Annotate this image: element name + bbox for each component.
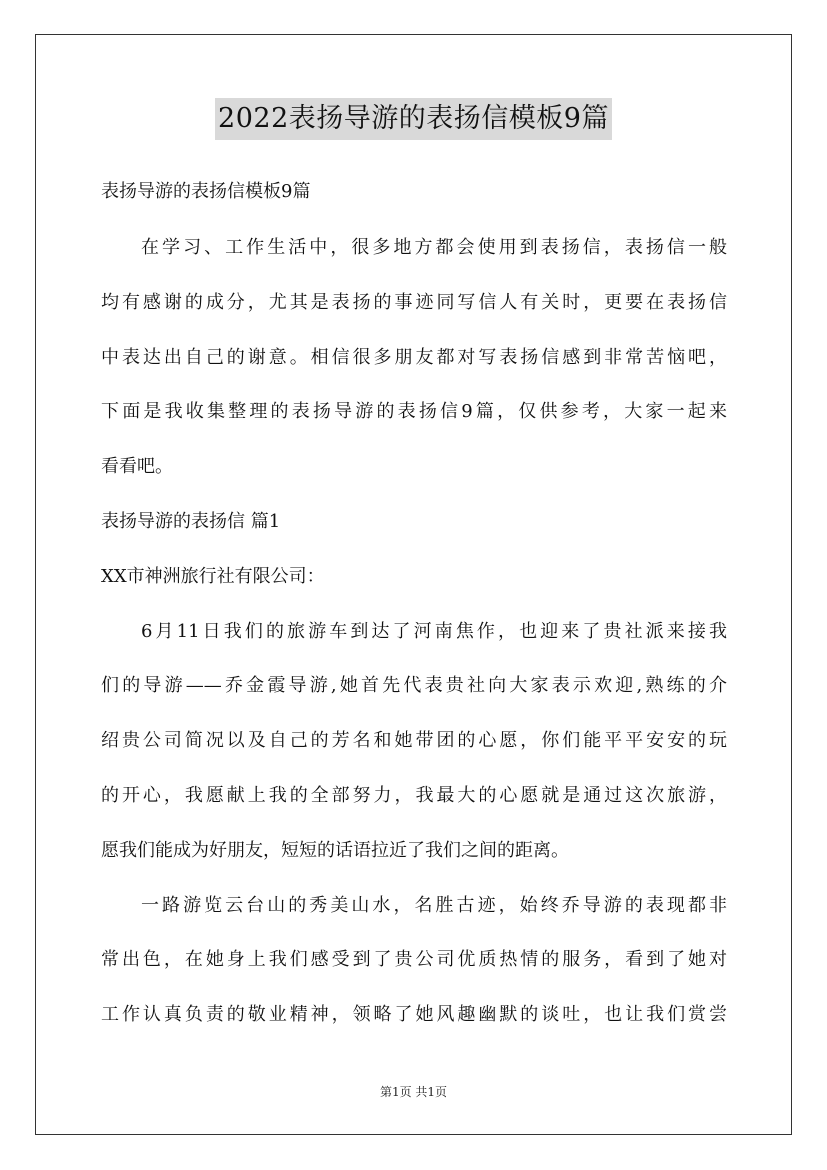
section-heading: 表扬导游的表扬信 篇1 <box>101 511 281 532</box>
salutation: XX市神洲旅行社有限公司： <box>101 566 325 587</box>
paragraph-line: 的开心，我愿献上我的全部努力，我最大的心愿就是通过这次旅游， <box>101 785 727 806</box>
intro-line: 均有感谢的成分，尤其是表扬的事迹同写信人有关时，更要在表扬信 <box>101 292 727 313</box>
paragraph-line: 工作认真负责的敬业精神，领略了她风趣幽默的谈吐，也让我们赏尝 <box>101 1004 727 1025</box>
paragraph-line: 愿我们能成为好朋友，短短的话语拉近了我们之间的距离。 <box>101 840 569 861</box>
paragraph-line: 常出色，在她身上我们感受到了贵公司优质热情的服务，看到了她对 <box>101 949 727 970</box>
document-title: 2022表扬导游的表扬信模板9篇 <box>215 98 612 140</box>
paragraph-line: 绍贵公司简况以及自己的芳名和她带团的心愿，你们能平平安安的玩 <box>101 730 727 751</box>
intro-line: 下面是我收集整理的表扬导游的表扬信9篇，仅供参考，大家一起来 <box>101 401 727 422</box>
paragraph-line: 一路游览云台山的秀美山水，名胜古迹，始终乔导游的表现都非 <box>141 895 727 916</box>
document-subtitle: 表扬导游的表扬信模板9篇 <box>101 181 311 202</box>
intro-line: 在学习、工作生活中，很多地方都会使用到表扬信，表扬信一般 <box>141 237 727 258</box>
intro-line: 中表达出自己的谢意。相信很多朋友都对写表扬信感到非常苦恼吧， <box>101 347 727 368</box>
intro-line: 看看吧。 <box>101 456 173 477</box>
paragraph-line: 6月11日我们的旅游车到达了河南焦作，也迎来了贵社派来接我 <box>141 621 727 642</box>
paragraph-line: 们的导游——乔金霞导游,她首先代表贵社向大家表示欢迎,熟练的介 <box>101 675 727 696</box>
title-container <box>0 98 827 140</box>
page-footer: 第1页 共1页 <box>379 1085 448 1099</box>
